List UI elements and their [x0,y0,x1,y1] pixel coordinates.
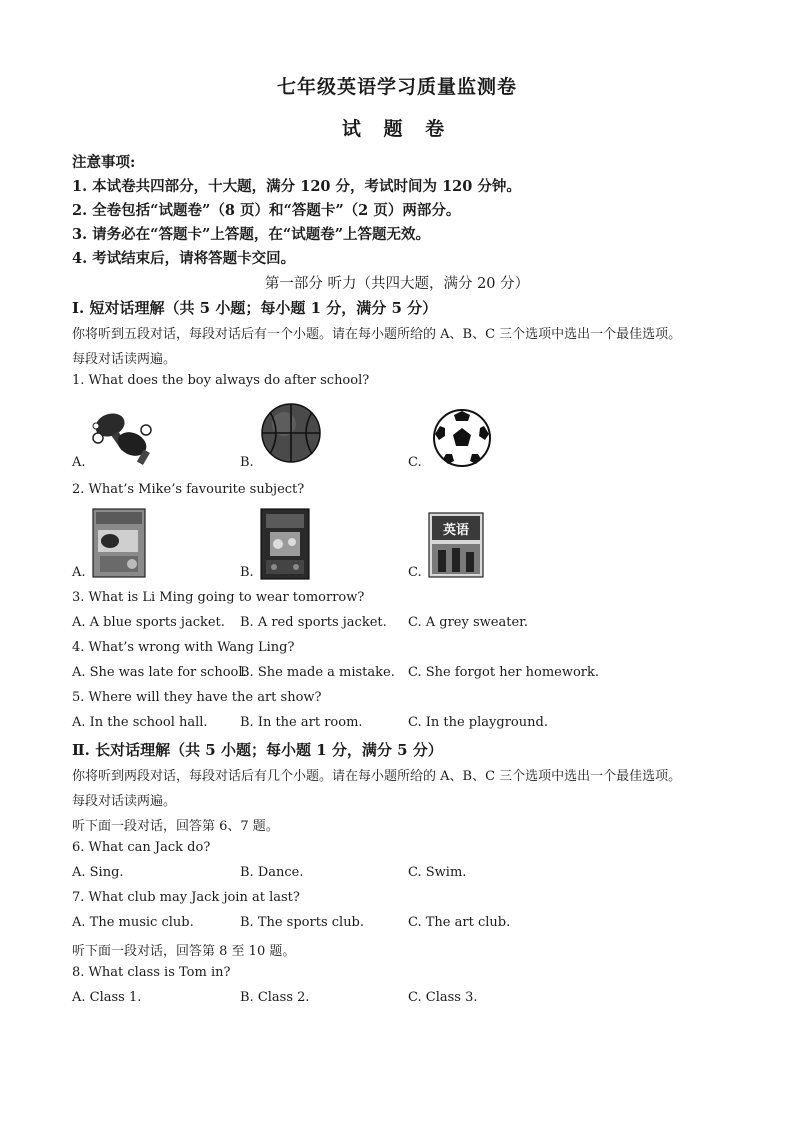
page-subtitle: 试 题 卷 [341,118,453,140]
option-label: C. The art club. [408,915,511,930]
option-label: A. Class 1. [72,990,142,1005]
english-book-icon [428,512,484,578]
part1-heading: 第一部分 听力（共四大题，满分 20 分） [264,276,530,292]
option-label: C. She forgot her homework. [408,665,600,680]
option-label: B. She made a mistake. [240,665,395,680]
question-5: 5. Where will they have the art show? [72,690,322,705]
option-label: C. [408,565,422,580]
section1-instruction: 你将听到五段对话，每段对话后有一个小题。请在每小题所给的 A、B、C 三个选项中选出一个最佳选项。 [72,327,682,342]
option-label: B. [240,565,254,580]
basketball-icon [260,402,322,464]
note-item: 2. 全卷包括“试题卷”（8 页）和“答题卡”（2 页）两部分。 [72,202,461,219]
option-label: B. The sports club. [240,915,365,930]
option-label: C. A grey sweater. [408,615,529,630]
option-label: A. She was late for school. [72,665,247,680]
option-label: C. Class 3. [408,990,478,1005]
page-title: 七年级英语学习质量监测卷 [276,76,517,98]
question-7: 7. What club may Jack join at last? [72,890,300,905]
option-label: B. [240,455,254,470]
option-label: A. The music club. [72,915,194,930]
option-label: C. [408,455,422,470]
section2-heading: Ⅱ. 长对话理解（共 5 小题；每小题 1 分，满分 5 分） [72,741,443,759]
section1-heading: Ⅰ. 短对话理解（共 5 小题；每小题 1 分，满分 5 分） [72,299,438,317]
option-label: C. Swim. [408,865,467,880]
soccer-ball-icon [432,408,492,468]
notes-heading: 注意事项: [72,154,136,171]
option-label: A. Sing. [72,865,124,880]
question-2: 2. What’s Mike’s favourite subject? [72,482,305,497]
question-3: 3. What is Li Ming going to wear tomorrow? [72,590,365,605]
option-label: A. A blue sports jacket. [72,615,225,630]
ping-pong-icon [88,408,156,466]
option-label: B. Dance. [240,865,304,880]
option-label: B. Class 2. [240,990,310,1005]
section2-instruction: 你将听到两段对话，每段对话后有几个小题。请在每小题所给的 A、B、C 三个选项中选出一个最佳选项。 [72,769,682,784]
option-label: B. A red sports jacket. [240,615,387,630]
option-label: A. [72,455,86,470]
option-label: A. [72,565,86,580]
note-item: 1. 本试卷共四部分，十大题，满分 120 分，考试时间为 120 分钟。 [72,178,521,195]
dialog-intro: 听下面一段对话，回答第 6、7 题。 [72,819,279,834]
option-label: C. In the playground. [408,715,548,730]
note-item: 3. 请务必在“答题卡”上答题，在“试题卷”上答题无效。 [72,226,431,243]
dialog-intro: 听下面一段对话，回答第 8 至 10 题。 [72,944,296,959]
section1-instruction: 每段对话读两遍。 [72,352,177,367]
option-label: A. In the school hall. [72,715,208,730]
option-label: B. In the art room. [240,715,363,730]
book-title: 英语 [442,523,470,538]
question-4: 4. What’s wrong with Wang Ling? [72,640,295,655]
question-8: 8. What class is Tom in? [72,965,231,980]
question-1: 1. What does the boy always do after school? [72,373,370,388]
chinese-book-icon [92,508,146,578]
question-6: 6. What can Jack do? [72,840,211,855]
note-item: 4. 考试结束后，请将答题卡交回。 [72,250,296,267]
section2-instruction: 每段对话读两遍。 [72,794,177,809]
math-book-icon [260,508,310,580]
